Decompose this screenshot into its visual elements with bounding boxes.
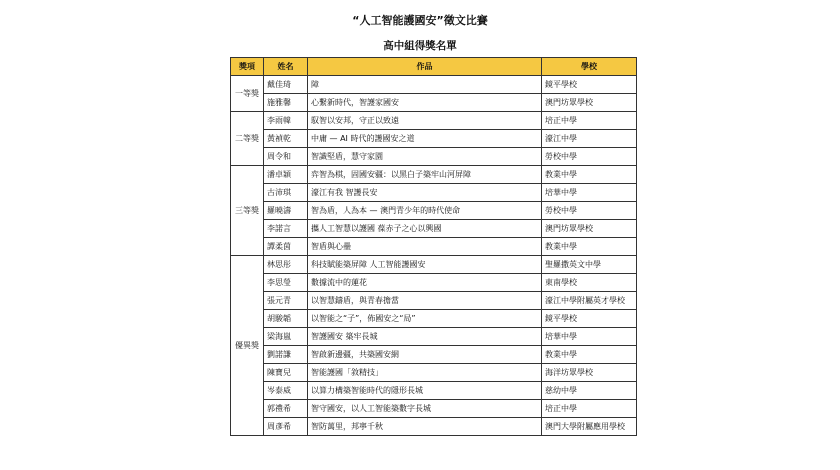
header-school: 學校	[542, 58, 637, 76]
school-name: 勞校中學	[542, 202, 637, 220]
table-row	[231, 256, 637, 274]
award-category: 一等獎	[231, 76, 264, 112]
page-subtitle: 高中組得獎名單	[383, 40, 457, 52]
winner-name: 戴佳琦	[264, 76, 308, 94]
school-name: 教業中學	[542, 166, 637, 184]
work-title: 以智能之“子”，佈國安之“局”	[308, 310, 542, 328]
table-row	[231, 238, 637, 256]
work-title: 數據流中的蓮花	[308, 274, 542, 292]
award-category: 優異獎	[231, 256, 264, 436]
table-row	[231, 418, 637, 436]
winner-name: 郭禮希	[264, 400, 308, 418]
table-row	[231, 346, 637, 364]
table-row	[231, 274, 637, 292]
school-name: 培華中學	[542, 184, 637, 202]
table-row	[231, 364, 637, 382]
school-name: 海洋坊眾學校	[542, 364, 637, 382]
award-category: 二等獎	[231, 112, 264, 166]
winner-name: 周令和	[264, 148, 308, 166]
work-title: 智盾與心壘	[308, 238, 542, 256]
work-title: 智啟新邊疆，共築國安網	[308, 346, 542, 364]
work-title: 心繫新時代，智護家國安	[308, 94, 542, 112]
school-name: 教業中學	[542, 238, 637, 256]
school-name: 澳門坊眾學校	[542, 220, 637, 238]
school-name: 濠江中學	[542, 130, 637, 148]
header-work: 作品	[308, 58, 542, 76]
header-award: 獎項	[231, 58, 264, 76]
school-name: 教業中學	[542, 346, 637, 364]
winner-name: 張元青	[264, 292, 308, 310]
table-row	[231, 202, 637, 220]
header-row	[231, 58, 637, 76]
winner-name: 胡駿韜	[264, 310, 308, 328]
winner-name: 劉諾謙	[264, 346, 308, 364]
work-title: 濠江有我 智護長安	[308, 184, 542, 202]
table-body	[231, 76, 637, 436]
table-row	[231, 382, 637, 400]
table-row	[231, 130, 637, 148]
winner-name: 林思彤	[264, 256, 308, 274]
winner-name: 李思瑩	[264, 274, 308, 292]
header-name: 姓名	[264, 58, 308, 76]
winner-name: 李諾言	[264, 220, 308, 238]
work-title: 以智慧鑄盾，與青春擔當	[308, 292, 542, 310]
work-title: 以算力構築智能時代的隱形長城	[308, 382, 542, 400]
page-title: “人工智能護國安”徵文比賽	[352, 14, 488, 27]
work-title: 智識堅盾，慧守家園	[308, 148, 542, 166]
table-row	[231, 166, 637, 184]
winner-name: 岑泰威	[264, 382, 308, 400]
school-name: 鏡平學校	[542, 310, 637, 328]
school-name: 培華中學	[542, 328, 637, 346]
work-title: 智為盾，人為本 — 澳門青少年的時代使命	[308, 202, 542, 220]
work-title: 智護國安 築牢長城	[308, 328, 542, 346]
school-name: 勞校中學	[542, 148, 637, 166]
winner-name: 古沛琪	[264, 184, 308, 202]
school-name: 濠江中學附屬英才學校	[542, 292, 637, 310]
table-row	[231, 292, 637, 310]
work-title: 科技賦能築屏障 人工智能護國安	[308, 256, 542, 274]
table-row	[231, 76, 637, 94]
table-row	[231, 112, 637, 130]
table-row	[231, 148, 637, 166]
winner-name: 李雨韓	[264, 112, 308, 130]
winner-name: 黃禎乾	[264, 130, 308, 148]
table-row	[231, 184, 637, 202]
table-row	[231, 328, 637, 346]
school-name: 澳門坊眾學校	[542, 94, 637, 112]
work-title: 攜人工智慧以護國 葆赤子之心以興國	[308, 220, 542, 238]
winner-name: 陳寶兒	[264, 364, 308, 382]
school-name: 慈幼中學	[542, 382, 637, 400]
school-name: 培正中學	[542, 400, 637, 418]
winner-name: 梁海嵐	[264, 328, 308, 346]
winner-name: 譚柔茵	[264, 238, 308, 256]
school-name: 東南學校	[542, 274, 637, 292]
school-name: 鏡平學校	[542, 76, 637, 94]
winner-name: 羅曉濤	[264, 202, 308, 220]
work-title: 障	[308, 76, 542, 94]
school-name: 培正中學	[542, 112, 637, 130]
school-name: 聖羅撒英文中學	[542, 256, 637, 274]
award-category: 三等獎	[231, 166, 264, 256]
table-row	[231, 220, 637, 238]
winners-table	[230, 57, 637, 436]
work-title: 馭智以安邦，守正以致遠	[308, 112, 542, 130]
work-title: 智能護國「敘精技」	[308, 364, 542, 382]
winner-name: 施雅馨	[264, 94, 308, 112]
work-title: 智防萬里，邦寧千秋	[308, 418, 542, 436]
table-row	[231, 94, 637, 112]
winner-name: 潘卓穎	[264, 166, 308, 184]
table-row	[231, 400, 637, 418]
work-title: 智守國安，以人工智能築數字長城	[308, 400, 542, 418]
table-row	[231, 310, 637, 328]
work-title: 弈智為棋，固國安疆：以黑白子築牢山河屏障	[308, 166, 542, 184]
work-title: 中庸 — AI 時代的護國安之道	[308, 130, 542, 148]
winner-name: 周彥希	[264, 418, 308, 436]
school-name: 澳門大學附屬應用學校	[542, 418, 637, 436]
